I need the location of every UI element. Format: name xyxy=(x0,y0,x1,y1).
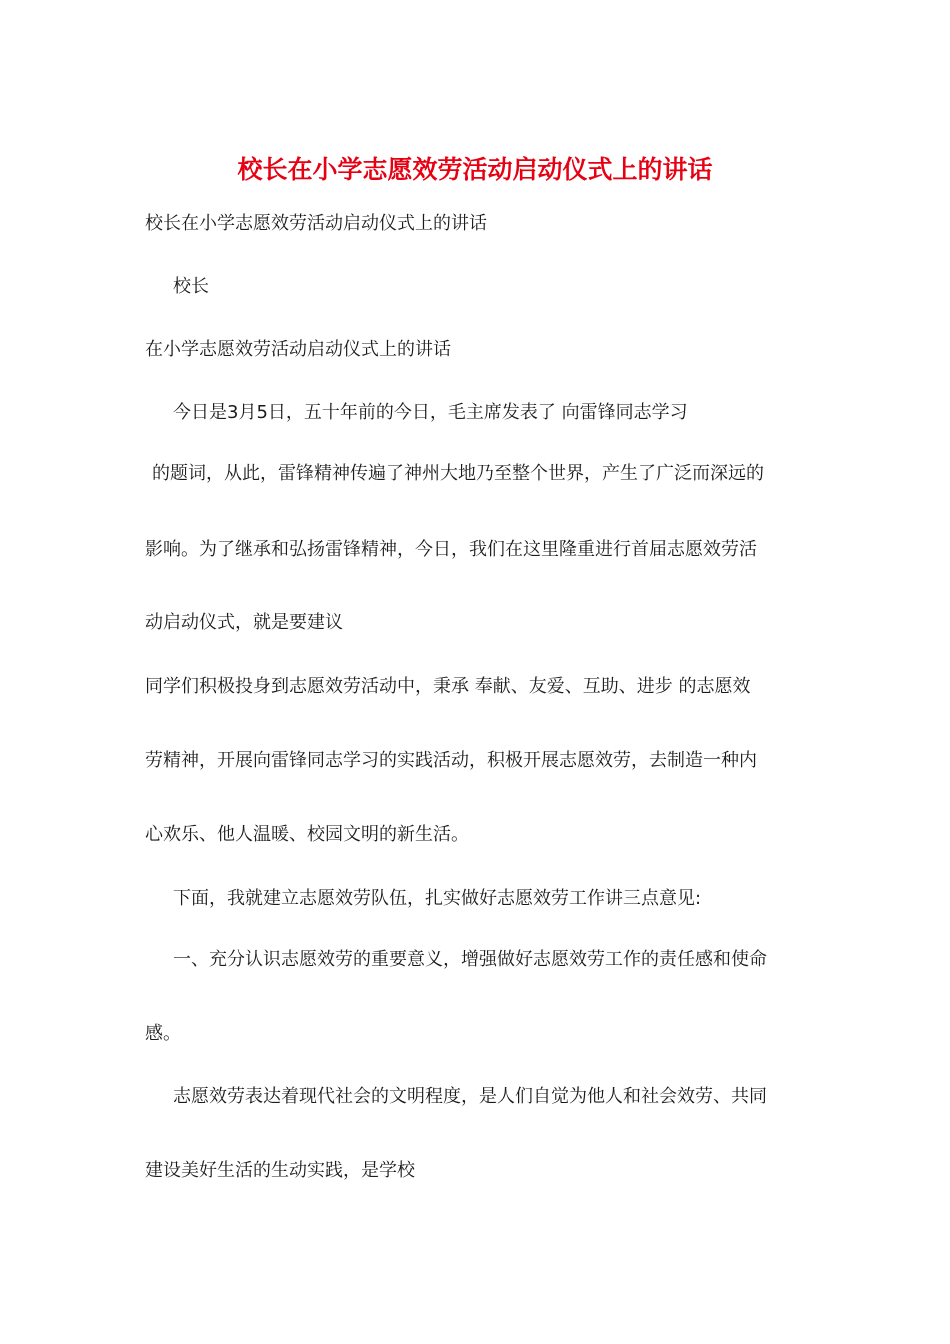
author-line: 校长 xyxy=(173,276,209,297)
paragraph-line: 建设美好生活的生动实践，是学校 xyxy=(145,1160,415,1181)
paragraph-line: 动启动仪式，就是要建议 xyxy=(145,612,343,633)
paragraph-line: 志愿效劳表达着现代社会的文明程度，是人们自觉为他人和社会效劳、共同 xyxy=(173,1086,767,1107)
paragraph-line: 今日是3月5日，五十年前的今日，毛主席发表了 向雷锋同志学习 xyxy=(173,402,688,423)
subtitle-line: 校长在小学志愿效劳活动启动仪式上的讲话 xyxy=(145,213,487,234)
paragraph-line: 心欢乐、他人温暖、校园文明的新生活。 xyxy=(145,824,469,845)
subtitle-continuation: 在小学志愿效劳活动启动仪式上的讲话 xyxy=(145,339,451,360)
paragraph-line: 劳精神，开展向雷锋同志学习的实践活动，积极开展志愿效劳，去制造一种内 xyxy=(145,750,757,771)
section-heading-continuation: 感。 xyxy=(145,1023,181,1044)
paragraph-line: 同学们积极投身到志愿效劳活动中，秉承 奉献、友爱、互助、进步 的志愿效 xyxy=(145,676,751,697)
paragraph-line: 的题词，从此，雷锋精神传遍了神州大地乃至整个世界，产生了广泛而深远的 xyxy=(152,463,764,484)
paragraph-line: 下面，我就建立志愿效劳队伍，扎实做好志愿效劳工作讲三点意见: xyxy=(173,888,702,909)
section-heading: 一、充分认识志愿效劳的重要意义，增强做好志愿效劳工作的责任感和使命 xyxy=(173,949,767,970)
paragraph-line: 影响。为了继承和弘扬雷锋精神，今日，我们在这里隆重进行首届志愿效劳活 xyxy=(145,539,757,560)
document-title: 校长在小学志愿效劳活动启动仪式上的讲话 xyxy=(237,155,713,184)
